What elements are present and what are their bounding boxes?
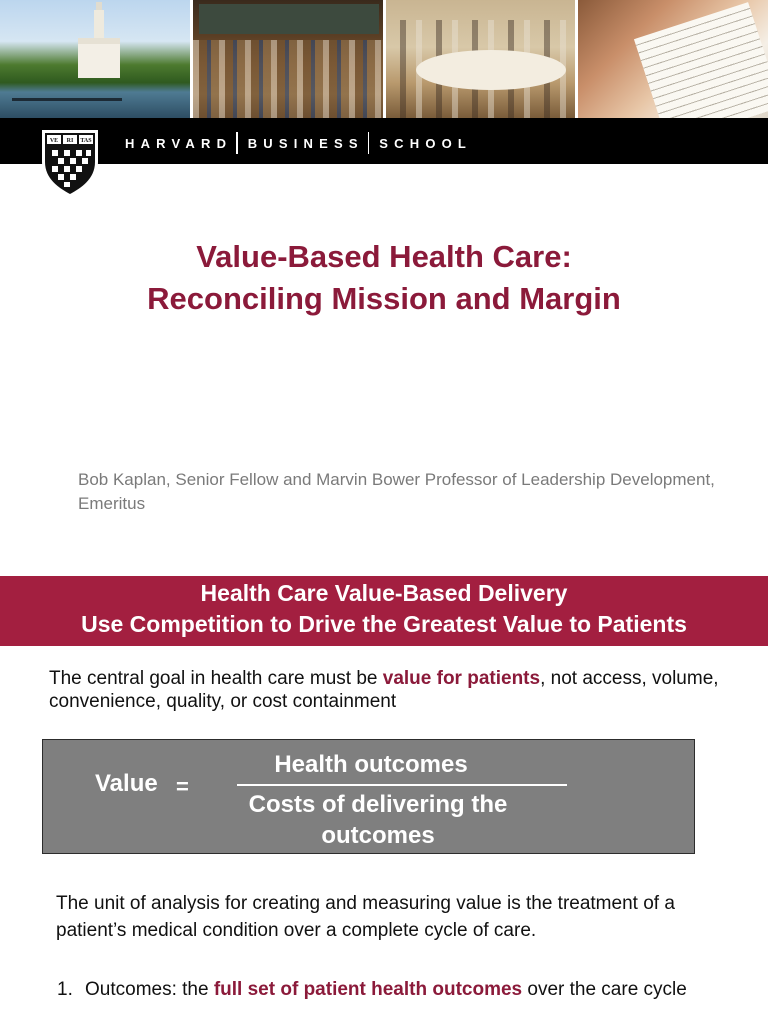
title-line-2: Reconciling Mission and Margin xyxy=(147,281,621,316)
central-goal-text xyxy=(49,667,729,713)
document-photo xyxy=(578,0,768,118)
lecture-hall-photo xyxy=(193,0,383,118)
motto-part-3: TAS xyxy=(80,138,92,144)
seminar-photo xyxy=(386,0,576,118)
goal-text-start: The central goal in health care must be xyxy=(49,668,383,689)
list-item-text xyxy=(85,977,687,1003)
equation-label: Value xyxy=(95,770,158,797)
motto-part-2: RI xyxy=(66,138,74,144)
school-word-harvard: HARVARD xyxy=(125,135,233,151)
value-equation-box xyxy=(42,739,695,854)
campus-photo xyxy=(0,0,190,118)
section-header-band xyxy=(0,576,768,646)
photo-strip xyxy=(0,0,768,118)
title-line-1: Value-Based Health Care: xyxy=(196,239,572,274)
school-word-business: BUSINESS xyxy=(247,135,364,151)
school-name-divider xyxy=(236,132,238,154)
hbs-shield-logo xyxy=(40,128,100,200)
list-item-text-start: Outcomes: the xyxy=(85,979,214,1000)
list-item-highlight: full set of patient health outcomes xyxy=(213,979,523,1000)
fraction-bar xyxy=(237,784,567,786)
school-word-school: SCHOOL xyxy=(379,135,473,151)
motto-part-1: VE xyxy=(49,138,59,144)
section-title-line-1: Health Care Value-Based Delivery xyxy=(200,580,568,606)
equation-denominator: Costs of delivering the outcomes xyxy=(248,791,508,849)
unit-of-analysis-text: The unit of analysis for creating and measuring value is the treatment of a patient’s medical condition over a complete cycle of care. xyxy=(56,893,675,941)
list-item-text-end: over the care cycle xyxy=(522,979,687,1000)
list-item-number: 1. xyxy=(57,979,73,1000)
equation-numerator: Health outcomes xyxy=(274,751,468,778)
goal-highlight: value for patients xyxy=(382,668,541,689)
slide-title xyxy=(0,236,768,320)
section-title-line-2: Use Competition to Drive the Greatest Value to Patients xyxy=(81,611,687,637)
author-credit: Bob Kaplan, Senior Fellow and Marvin Bower Professor of Leadership Development, Emeritus xyxy=(78,470,715,513)
list-item xyxy=(57,977,747,1003)
goal-text-end: , not access, volume, convenience, quality, or cost containment xyxy=(49,668,719,712)
equation-equals-sign: = xyxy=(176,774,189,799)
school-name xyxy=(125,133,472,153)
school-name-divider xyxy=(368,132,370,154)
